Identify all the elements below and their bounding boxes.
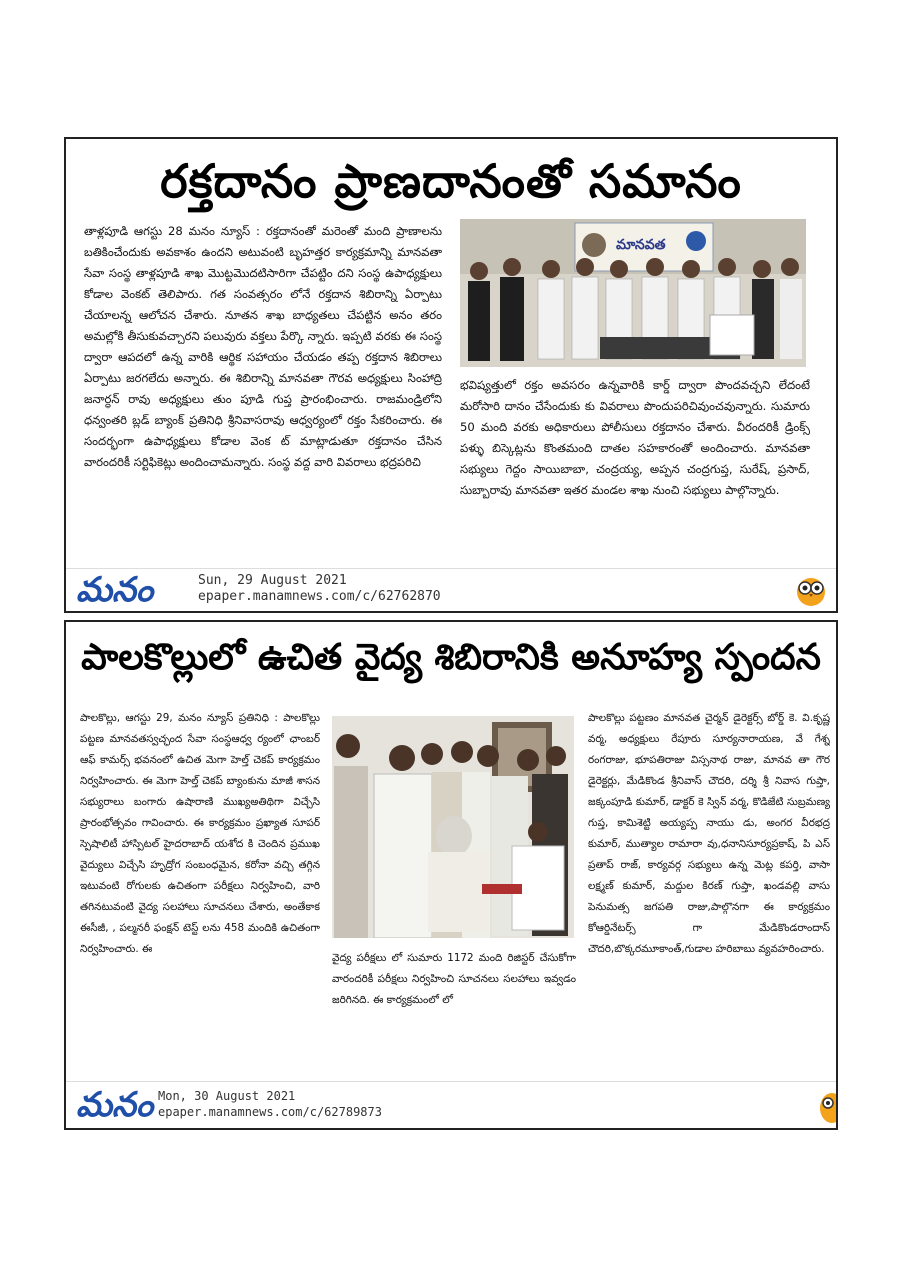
manam-logo: మనం bbox=[76, 570, 154, 610]
owl-icon bbox=[794, 573, 828, 607]
news-clipping-medical-camp bbox=[64, 620, 838, 1130]
edition-url[interactable]: epaper.manamnews.com/c/62762870 bbox=[198, 589, 441, 604]
article-column-2: భవిష్యత్తులో రక్తం అవసరం ఉన్నవారికి కార్డ్ ద్వారా పొందవచ్చని లేదంటే మరోసారి దానం చేసేందుకు కు వివరాలు పొందుపరిచివుంచవున్నారు. సుమారు 50 మంది వరకు అధికారులు పోలీసులు రక్తదానం చేశారు. వీరందరికీ డ్రింక్స్ పళ్ళు బిస్కెట్లను కొంతమంది దాతల సహకారంతో అందించారు. మానవతా సభ్యులు గెద్దం సాయిబాబా, చంద్రయ్య, అప్పన చంద్రగుప్త, సురేష్, ప్రసాద్, సుబ్బారావు మానవతా ఇతర మండల శాఖ నుంచి సభ్యులు పాల్గొన్నారు. bbox=[460, 378, 810, 497]
owl-icon bbox=[818, 1088, 836, 1124]
manam-logo: మనం bbox=[76, 1085, 154, 1125]
medical-camp-photo bbox=[332, 716, 574, 938]
edition-meta bbox=[198, 573, 441, 605]
news-clipping-blood-donation bbox=[64, 137, 838, 613]
article-column-1: తాళ్లపూడి ఆగస్టు 28 మనం న్యూస్ : రక్తదానంతో మరెంతో మంది ప్రాణాలను బతికించేందుకు అవకాశం ఉందని అటువంటి బృహత్తర కార్యక్రమాన్ని మానవతా సేవా సంస్థ తాళ్లపూడి శాఖ మొట్టమొదటిసారిగా చేపట్టిం దని సంస్థ ఉపాధ్యక్షులు కోడాల వెంకట్ తెలిపారు. గత సంవత్సరం లోనే రక్తదాన శిబిరాన్ని ఏర్పాటు చేయాలన్న ఆలోచన చేశారు. నూతన శాఖ బాధ్యతలు చేపట్టిన అనం తరం అమల్లోకి తీసుకువచ్చారని పలువురు వక్తలు పేర్కొ న్నారు. ఇప్పటి వరకు ఈ సంస్థ ద్వారా ఆపదలో ఉన్న వారికి ఆర్థిక సహాయం చేయడం తప్ప రక్తదాన శిబిరాలు ఏర్పాటు జరగలేదు అన్నారు. ఈ శిబిరాన్ని మానవతా గౌరవ అధ్యక్షులు సింహాద్రి జనార్ధన్ రావు అధ్యక్షులు తుం పూడి గుప్త ప్రారంభించారు. రాజమండ్రిలోని ధన్వంతరి బ్లడ్ బ్యాంక్ ప్రతినిధి శ్రీనివాసరావు ఆధ్వర్యంలో రక్తం సేకరించారు. ఈ సందర్భంగా ఉపాధ్యక్షులు కోడాల వెంక ట్ మాట్లాడుతూ రక్తదానం చేసిన వారందరికీ సర్టిఫికెట్లు అందించామన్నారు. సంస్థ వద్ద వారి వివరాలు భద్రపరిచి bbox=[84, 224, 442, 469]
edition-date: Sun, 29 August 2021 bbox=[198, 573, 347, 588]
headline: పాలకొల్లులో ఉచిత వైద్య శిబిరానికి అనూహ్య స్పందన bbox=[81, 637, 821, 678]
blood-donation-photo bbox=[460, 219, 806, 367]
footer bbox=[66, 1081, 836, 1128]
banner-text: మానవత bbox=[616, 237, 666, 253]
edition-url[interactable]: epaper.manamnews.com/c/62789873 bbox=[158, 1105, 382, 1119]
article-column-2: వైద్య పరీక్షలు లో సుమారు 1172 మంది రిజిస్టర్ చేసుకోగా వారందరికీ పరీక్షలు నిర్వహించి సూచనలు సలహాలు ఇవ్వడం జరిగినది. ఈ కార్యక్రమంలో లో bbox=[332, 952, 576, 1006]
article-column-1: పాలకొల్లు, ఆగస్టు 29, మనం న్యూస్ ప్రతినిధి : పాలకొల్లు పట్టణ మానవతస్వచ్ఛంద సేవా సంస్థఆధ్వ ర్యంలో ఛాంబర్ ఆఫ్ కామర్స్ భవనంలో ఉచిత మెగా హెల్త్ చెకప్ కార్యక్రమం నిర్వహించారు. ఈ మెగా హెల్త్ చెకప్ బ్యాంకును మాజీ శాసన సభ్యురాలు బంగారు ఉషారాణి ముఖ్యఅతిథిగా విచ్చేసి ప్రారంభోత్సవం గావించారు. ఈ కార్యక్రమం ప్రఖ్యాత సూపర్ స్పెషాలిటీ హాస్పిటల్ హైదరాబాద్ యశోద కి చెందిన ప్రముఖ వైద్యులు విచ్చేసి హృద్రోగ సంబంధమైన, కరోనా వచ్చి తగ్గిన ఇటువంటి రోగులకు ఉచితంగా పరీక్షలు నిర్వహించి, వారి తగినటువంటి వైద్య సలహాలు సూచనలు చేశారు, అంతేకాక ఈసీజీ, , పల్మనరీ ఫంక్షన్ టెస్ట్ లను 458 మందికి ఉచితంగా నిర్వహించారు. ఈ bbox=[80, 712, 320, 955]
headline: రక్తదానం ప్రాణదానంతో సమానం bbox=[160, 154, 742, 208]
article-column-3: పాలకొల్లు పట్టణం మానవత చైర్మన్ డైరెక్టర్స్ బోర్డ్ కె. వి.కృష్ణ వర్మ, అధ్యక్షులు రేపూరు సూర్యనారాయణ, వే గేశ్న రంగరాజు, భూపతిరాజు విస్సనాథ రాజు, మానవ తా గౌర డైరెక్టర్లు, మేడికొండ శ్రీనివాస్ చౌదరి, దర్శి శ్రీ నివాస గుప్తా, జక్కంపూడి కుమార్, డాక్టర్ కె స్విన్ వర్మ, కొడిజేటి సుబ్రమణ్య గుప్త, కామిశెట్టి అయ్యప్ప నాయు డు, అంగర వీరభద్ర కుమార్, ముత్యాల రామారా వు,ధనానిసూర్యప్రకాష్, పి ఎస్ ప్రతాప్ రాజ్, కార్యవర్గ సభ్యులు ఉన్న మెట్ల కపర్తి, వాసా లక్ష్మణ్ కుమార్, మద్దుల కిరణ్ గుప్తా, ఖండవల్లి వాసు పెనుమత్స జగపతి రాజు,పాల్గొనగా ఈ కార్యక్రమం కోఆర్డినేటర్స్ గా మేడికొండరాందాస్ చౌదరి,బొక్కరమూకాంత్,గుడాల హరిబాబు వ్యవహరించారు. bbox=[588, 712, 830, 955]
edition-date: Mon, 30 August 2021 bbox=[158, 1089, 296, 1103]
footer bbox=[66, 568, 836, 611]
edition-meta bbox=[158, 1088, 382, 1120]
